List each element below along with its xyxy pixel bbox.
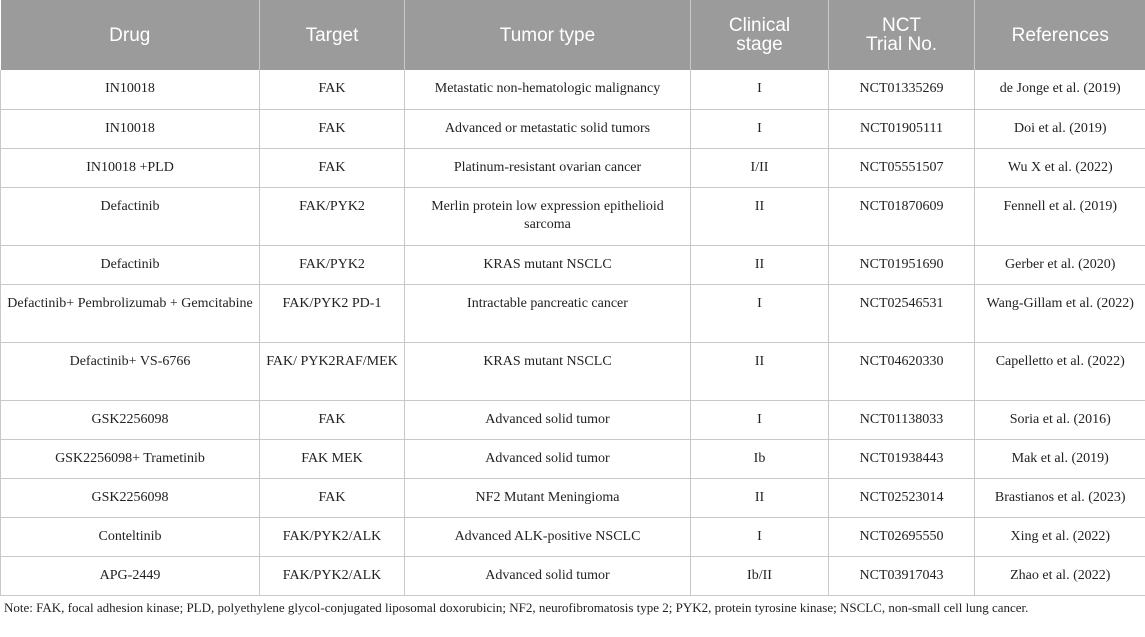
cell-nct: NCT03917043 [829,556,975,595]
cell-drug: GSK2256098 [1,400,260,439]
table-row [1,109,1145,148]
cell-target: FAK/PYK2/ALK [260,556,405,595]
cell-drug: Defactinib [1,187,260,245]
table-body [1,70,1145,595]
cell-target: FAK MEK [260,439,405,478]
cell-reference: Zhao et al. (2022) [975,556,1145,595]
cell-drug: GSK2256098+ Trametinib [1,439,260,478]
cell-stage: I [691,400,829,439]
cell-stage: II [691,245,829,284]
cell-tumor-type: Advanced solid tumor [405,439,691,478]
cell-drug: IN10018 [1,70,260,109]
table-row [1,400,1145,439]
cell-tumor-type: NF2 Mutant Meningioma [405,478,691,517]
cell-reference: Gerber et al. (2020) [975,245,1145,284]
header-clinical-stage: Clinical stage [691,0,829,70]
cell-tumor-type: Metastatic non-hematologic malignancy [405,70,691,109]
cell-target: FAK/PYK2 [260,187,405,245]
table-row [1,478,1145,517]
table-row [1,439,1145,478]
table-row [1,284,1145,342]
cell-stage: II [691,187,829,245]
header-nct-trial-no: NCT Trial No. [829,0,975,70]
cell-tumor-type: Merlin protein low expression epithelioid sarcoma [405,187,691,245]
cell-reference: de Jonge et al. (2019) [975,70,1145,109]
table-row [1,187,1145,245]
cell-drug: IN10018 +PLD [1,148,260,187]
cell-reference: Capelletto et al. (2022) [975,342,1145,400]
cell-target: FAK [260,109,405,148]
cell-nct: NCT04620330 [829,342,975,400]
cell-nct: NCT01335269 [829,70,975,109]
table-row [1,70,1145,109]
cell-reference: Fennell et al. (2019) [975,187,1145,245]
cell-drug: Defactinib+ VS-6766 [1,342,260,400]
cell-nct: NCT01138033 [829,400,975,439]
cell-tumor-type: Advanced solid tumor [405,556,691,595]
header-drug: Drug [1,0,260,70]
table-row [1,148,1145,187]
header-tumor-type: Tumor type [405,0,691,70]
cell-reference: Brastianos et al. (2023) [975,478,1145,517]
cell-stage: I/II [691,148,829,187]
cell-reference: Soria et al. (2016) [975,400,1145,439]
cell-tumor-type: Advanced or metastatic solid tumors [405,109,691,148]
cell-nct: NCT01905111 [829,109,975,148]
header-references: References [975,0,1145,70]
cell-reference: Mak et al. (2019) [975,439,1145,478]
cell-drug: Defactinib+ Pembrolizumab + Gemcitabine [1,284,260,342]
cell-reference: Xing et al. (2022) [975,517,1145,556]
cell-target: FAK/ PYK2RAF/MEK [260,342,405,400]
cell-stage: I [691,284,829,342]
cell-nct: NCT01870609 [829,187,975,245]
cell-target: FAK [260,148,405,187]
cell-target: FAK [260,400,405,439]
cell-target: FAK [260,70,405,109]
cell-tumor-type: Platinum-resistant ovarian cancer [405,148,691,187]
cell-nct: NCT02695550 [829,517,975,556]
cell-stage: II [691,478,829,517]
cell-nct: NCT02523014 [829,478,975,517]
cell-stage: Ib [691,439,829,478]
cell-drug: IN10018 [1,109,260,148]
table-row [1,517,1145,556]
cell-tumor-type: Advanced ALK-positive NSCLC [405,517,691,556]
table-row [1,556,1145,595]
cell-stage: I [691,70,829,109]
cell-nct: NCT01951690 [829,245,975,284]
cell-tumor-type: KRAS mutant NSCLC [405,342,691,400]
cell-stage: II [691,342,829,400]
cell-nct: NCT05551507 [829,148,975,187]
cell-tumor-type: Advanced solid tumor [405,400,691,439]
table-row [1,342,1145,400]
table-row [1,245,1145,284]
cell-reference: Wang-Gillam et al. (2022) [975,284,1145,342]
table-footnote: Note: FAK, focal adhesion kinase; PLD, polyethylene glycol-conjugated liposomal doxorubicin; NF2, neurofibromatosis type 2; PYK2, protein tyrosine kinase; NSCLC, non-small cell lung cancer. [4,600,1029,615]
cell-nct: NCT01938443 [829,439,975,478]
cell-reference: Wu X et al. (2022) [975,148,1145,187]
cell-target: FAK [260,478,405,517]
header-target: Target [260,0,405,70]
cell-reference: Doi et al. (2019) [975,109,1145,148]
cell-tumor-type: Intractable pancreatic cancer [405,284,691,342]
cell-target: FAK/PYK2 [260,245,405,284]
cell-stage: I [691,109,829,148]
cell-target: FAK/PYK2/ALK [260,517,405,556]
cell-tumor-type: KRAS mutant NSCLC [405,245,691,284]
cell-stage: Ib/II [691,556,829,595]
cell-stage: I [691,517,829,556]
cell-drug: Conteltinib [1,517,260,556]
cell-nct: NCT02546531 [829,284,975,342]
cell-drug: APG-2449 [1,556,260,595]
cell-drug: Defactinib [1,245,260,284]
table-header [1,0,1145,70]
cell-target: FAK/PYK2 PD-1 [260,284,405,342]
cell-drug: GSK2256098 [1,478,260,517]
